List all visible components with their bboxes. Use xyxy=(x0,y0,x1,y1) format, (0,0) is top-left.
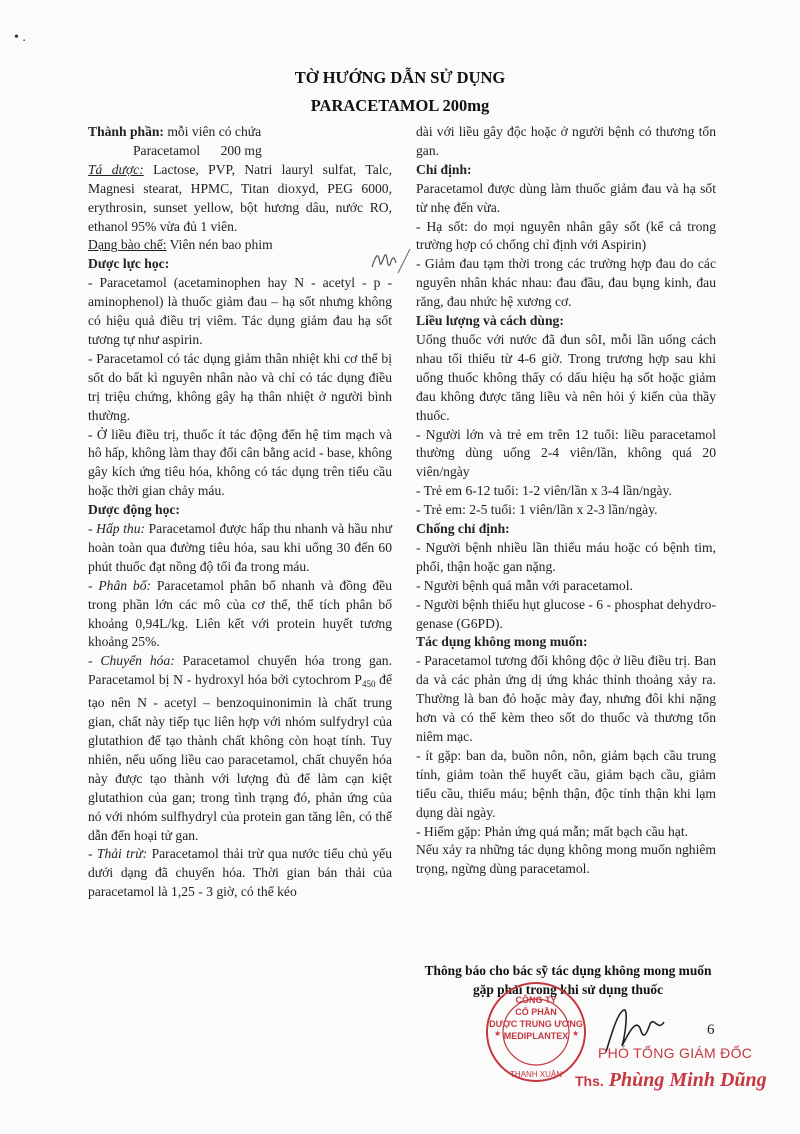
dosage-p2: - Người lớn và trẻ em trên 12 tuổi: liều paracetamol thường dùng uống 2-4 viên/lần, không quá 20 viên/ngày xyxy=(416,426,716,480)
side-effects-p2: - ít gặp: ban da, buồn nôn, nôn, giảm bạch cầu trung tính, giảm toàn thể huyết cầu, giảm bạch cầu, giảm tiểu cầu, thiếu máu; bệnh thận, độc tính thận khi lạm dụng dài ngày. xyxy=(416,747,716,820)
seal-ring-text: THANH XUÂN xyxy=(509,1070,563,1079)
svg-text:★: ★ xyxy=(572,1029,580,1038)
composition-text: mỗi viên có chứa xyxy=(163,124,262,139)
pharmacodynamics-p1: - Paracetamol (acetaminophen hay N - acetyl - p - aminophenol) là thuốc giảm đau – hạ sốt nhưng không có hiệu quả điều trị viêm. Tác dụng giảm đau hạ sốt tương tự như aspirin. xyxy=(88,275,392,347)
absorption-text: Paracetamol được hấp thu nhanh và hầu như hoàn toàn qua đường tiêu hóa, sau khi uống 30 đến 60 phút thuốc đạt nồng độ tối đa trong máu. xyxy=(88,521,392,574)
dosage-form-label: Dạng bào chế: xyxy=(88,237,167,253)
signatory-prefix: Ths. xyxy=(575,1073,604,1089)
dosage-form xyxy=(88,236,392,255)
indications-p3: - Giảm đau tạm thời trong các trường hợp đau do các nguyên nhân khác nhau: đau đầu, đau bụng kinh, đau răng, đau nhức hệ xương cơ. xyxy=(416,256,716,310)
report-notice: Thông báo cho bác sỹ tác dụng không mong muốn gặp phải trong khi sử dụng thuốc xyxy=(424,963,712,997)
excipients-text: Lactose, PVP, Natri lauryl sulfat, Talc, Magnesi stearat, HPMC, Titan dioxyd, PEG 6000, erythrosin, sunset yellow, bột hương dâu, nước RO, ethanol 95% vừa đủ 1 viên. xyxy=(88,161,392,234)
pharmacodynamics-p2: - Paracetamol có tác dụng giảm thân nhiệt khi cơ thể bị sốt do bất kì nguyên nhân nào và chỉ có tác dụng điều trị triệu chứng, không gây hạ thân nhiệt ở người bình thường. xyxy=(88,350,392,423)
metabolism-subscript: 450 xyxy=(361,679,376,690)
active-ingredient xyxy=(88,142,392,161)
side-effects-p1: - Paracetamol tương đối không độc ở liều điều trị. Ban da và các phản ứng dị ứng khác thỉnh thoảng xảy ra. Thường là ban đỏ hoặc mày đay, nhưng đôi khi nặng hơn và có thể kèm theo sốt do thuốc và thương tổn niêm mạc. xyxy=(416,653,716,744)
side-effects-p4: Nếu xảy ra những tác dụng không mong muốn nghiêm trọng, ngừng dùng paracetamol. xyxy=(416,842,716,877)
contraindications-p2: - Người bệnh quá mẫn với paracetamol. xyxy=(416,577,633,593)
seal-inner-text xyxy=(482,994,590,1042)
elimination-label: - Thải trừ: xyxy=(88,846,148,862)
elimination xyxy=(88,845,392,902)
pharmacodynamics-heading: Dược lực học: xyxy=(88,256,170,272)
excipients xyxy=(88,161,392,237)
dosage-p3: - Trẻ em 6-12 tuổi: 1-2 viên/lần x 3-4 lần/ngày. xyxy=(416,483,672,499)
composition-line xyxy=(88,123,392,142)
corner-marks: • . xyxy=(14,30,26,45)
composition-label: Thành phần: xyxy=(88,124,164,139)
metabolism-label: - Chuyển hóa: xyxy=(88,653,175,669)
seal-line-3: DƯỢC TRUNG ƯƠNG xyxy=(489,1019,583,1029)
seal-line-2: CỔ PHẦN xyxy=(515,1007,557,1017)
metabolism-text-2: để tạo nên N - acetyl – benzoquinonimin là chất trung gian, chất này tiếp tục liên hợp với nhóm sulfydryl của glutathion để tạo thành chất không còn hoạt tính. Tuy nhiên, nếu uống liều cao paracetamol, chất chuyển hóa này được tạo thành với lượng đủ để làm cạn kiệt glutathion của gan; trong tình trạng đó, phản ứng của nó với nhóm sulfhydryl của protein gan tăng lên, có thể dẫn đến hoại tử gan. xyxy=(88,672,392,843)
absorption-label: - Hấp thu: xyxy=(88,521,146,537)
right-column xyxy=(416,123,716,879)
dosage-p1: Uống thuốc với nước đã đun sôI, mỗi lần uống cách nhau tối thiểu từ 4-6 giờ. Trong trương hợp sau khi uống thuốc không thấy có dấu hiệu hạ sốt hoặc giảm đau không được tăng liều và nên hỏi ý kiến của thầy thuốc. xyxy=(416,331,716,423)
seal-line-1: CÔNG TY xyxy=(515,995,557,1005)
indications-p2: - Hạ sốt: do mọi nguyên nhân gây sốt (kể cả trong trường hợp có chống chỉ định với Aspirin) xyxy=(416,218,716,253)
indications-p1: Paracetamol được dùng làm thuốc giảm đau và hạ sốt từ nhẹ đến vừa. xyxy=(416,180,716,215)
dosage-form-text: Viên nén bao phim xyxy=(166,237,273,253)
distribution-label: - Phân bố: xyxy=(88,577,152,593)
elimination-continuation: dài với liều gây độc hoặc ở người bệnh có thương tổn gan. xyxy=(416,124,716,158)
metabolism-text-1: Paracetamol chuyển hóa trong gan. Paracetamol bị N - hydroxyl hóa bởi cytochrom P xyxy=(88,653,392,688)
side-effects-heading: Tác dụng không mong muốn: xyxy=(416,634,588,650)
document-subtitle: PARACETAMOL 200mg xyxy=(310,96,490,115)
contraindications-p1: - Người bệnh nhiều lần thiếu máu hoặc có bệnh tim, phổi, thận hoặc gan nặng. xyxy=(416,539,716,574)
pharmacodynamics-p3: - Ở liều điều trị, thuốc ít tác động đến hệ tim mạch và hô hấp, không làm thay đổi cân bằng acid - base, không gây kích ứng tiêu hóa, không có tác dụng trên tiểu cầu hoặc thời gian chảy máu. xyxy=(88,426,392,499)
distribution-text: Paracetamol phân bố nhanh và đồng đều trong phần lớn các mô của cơ thể, thể tích phân bố khoảng 0,94L/kg. Liên kết với protein huyết tương khoảng 25%. xyxy=(88,577,392,650)
dosage-p4: - Trẻ em: 2-5 tuổi: 1 viên/lần x 2-3 lần/ngày. xyxy=(416,502,658,518)
dosage-heading: Liều lượng và cách dùng: xyxy=(416,313,564,329)
distribution xyxy=(88,577,392,653)
svg-text:★: ★ xyxy=(494,1029,502,1038)
metabolism xyxy=(88,652,392,845)
contraindications-heading: Chống chỉ định: xyxy=(416,521,510,537)
active-ingredient-dose: 200 mg xyxy=(220,142,262,158)
signatory-name xyxy=(575,1069,767,1092)
seal-line-4: MEDIPLANTEX xyxy=(503,1031,569,1041)
signatory-fullname: Phùng Minh Dũng xyxy=(608,1069,767,1091)
excipients-label: Tá dược: xyxy=(88,161,144,177)
elimination-text: Paracetamol thải trừ qua nước tiểu chủ yếu dưới dạng đã chuyển hóa. Thời gian bán thải của paracetamol là 1,25 - 3 giờ, có thể kéo xyxy=(88,846,393,900)
side-effects-p3: - Hiếm gặp: Phản ứng quá mẫn; mất bạch cầu hạt. xyxy=(416,823,688,839)
left-column xyxy=(88,123,392,902)
pharmacokinetics-heading: Dược động học: xyxy=(88,502,180,518)
signatory-title: PHÓ TỔNG GIÁM ĐỐC xyxy=(598,1045,753,1061)
page-number: 6 xyxy=(707,1022,715,1038)
active-ingredient-name: Paracetamol xyxy=(133,142,201,158)
indications-heading: Chỉ định: xyxy=(416,161,472,177)
absorption xyxy=(88,520,392,577)
contraindications-p3: - Người bệnh thiếu hụt glucose - 6 - phosphat dehydro-genase (G6PD). xyxy=(416,596,716,631)
document-title: TỜ HƯỚNG DẪN SỬ DỤNG xyxy=(294,68,506,87)
